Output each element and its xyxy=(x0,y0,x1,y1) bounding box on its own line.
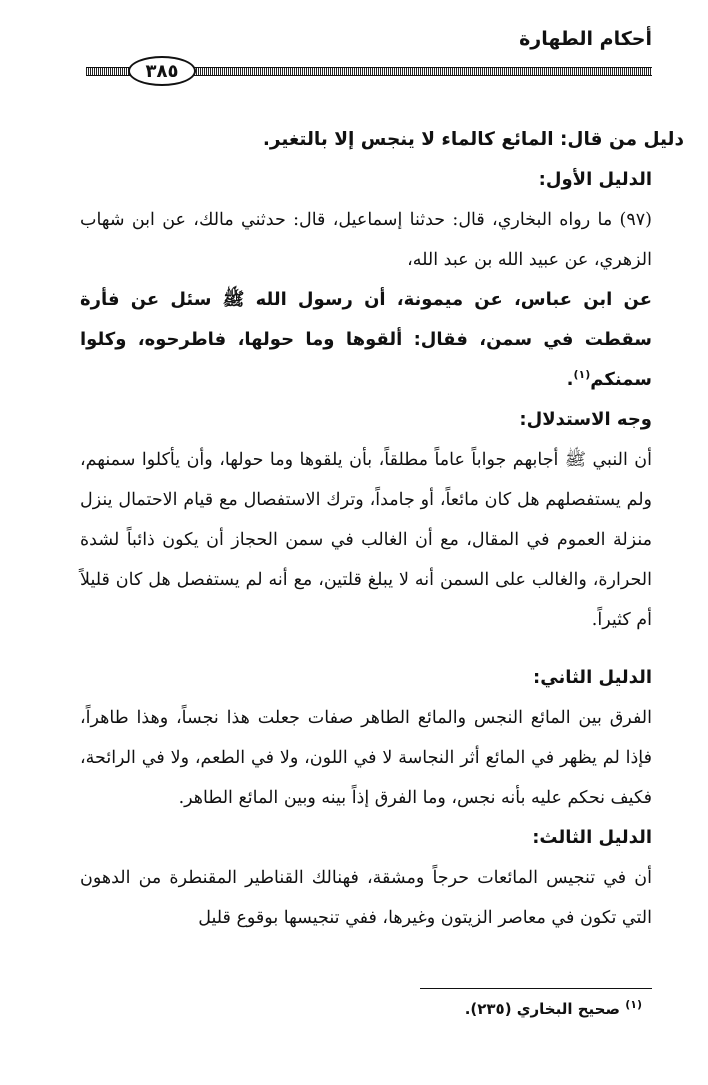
hadith-text-paragraph xyxy=(80,280,652,400)
footnote xyxy=(465,1000,642,1018)
hadith-text: عن ابن عباس، عن ميمونة، أن رسول الله ﷺ سئل عن فأرة سقطت في سمن، فقال: ألقوها وما حولها، فاطرحوه، وكلوا سمنكم xyxy=(80,289,652,390)
second-evidence-paragraph: الفرق بين المائع النجس والمائع الطاهر صفات جعلت هذا نجساً، وهذا طاهراً، فإذا لم يظهر في المائع أثر النجاسة لا في اللون، ولا في الطعم، ولا في الرائحة، فكيف نحكم عليه بأنه نجس، وما الفرق إذاً بينه وبين المائع الطاهر. xyxy=(80,708,652,808)
running-title: أحكام الطهارة xyxy=(519,28,652,50)
main-text xyxy=(80,120,684,938)
heading-first-evidence: الدليل الأول: xyxy=(538,169,652,190)
heading-inference: وجه الاستدلال: xyxy=(519,409,652,430)
page-number: ٣٨٥ xyxy=(128,56,196,86)
heading-third-evidence: الدليل الثالث: xyxy=(532,827,652,848)
heading-main: دليل من قال: المائع كالماء لا ينجس إلا بالتغير. xyxy=(262,129,684,150)
hadith-chain: (٩٧) ما رواه البخاري، قال: حدثنا إسماعيل، قال: حدثني مالك، عن ابن شهاب الزهري، عن عبيد الله بن عبد الله، xyxy=(80,210,652,270)
footnote-text: صحيح البخاري (٢٣٥). xyxy=(464,1000,620,1018)
footnote-reference: (١) xyxy=(573,368,591,381)
hadith-end: . xyxy=(566,369,574,390)
third-evidence-paragraph: أن في تنجيس المائعات حرجاً ومشقة، فهنالك القناطير المقنطرة من الدهون التي تكون في معاصر الزيتون وغيرها، ففي تنجيسها بوقوع قليل xyxy=(80,868,652,928)
footnote-rule xyxy=(420,988,652,989)
inference-paragraph: أن النبي ﷺ أجابهم جواباً عاماً مطلقاً، بأن يلقوها وما حولها، وأن يأكلوا سمنهم، ولم يستفصلهم هل كان مائعاً، أو جامداً، وترك الاستفصال مع قيام الاحتمال ينزل منزلة العموم في المقال، مع أن الغالب في سمن الحجاز أن يكون ذائباً لشدة الحرارة، والغالب على السمن أنه لا يبلغ قلتين، مع أنه لم يستفصل هل كان قليلاً أم كثيراً. xyxy=(80,450,652,630)
heading-second-evidence: الدليل الثاني: xyxy=(533,667,652,688)
footnote-marker: (١) xyxy=(625,998,642,1011)
